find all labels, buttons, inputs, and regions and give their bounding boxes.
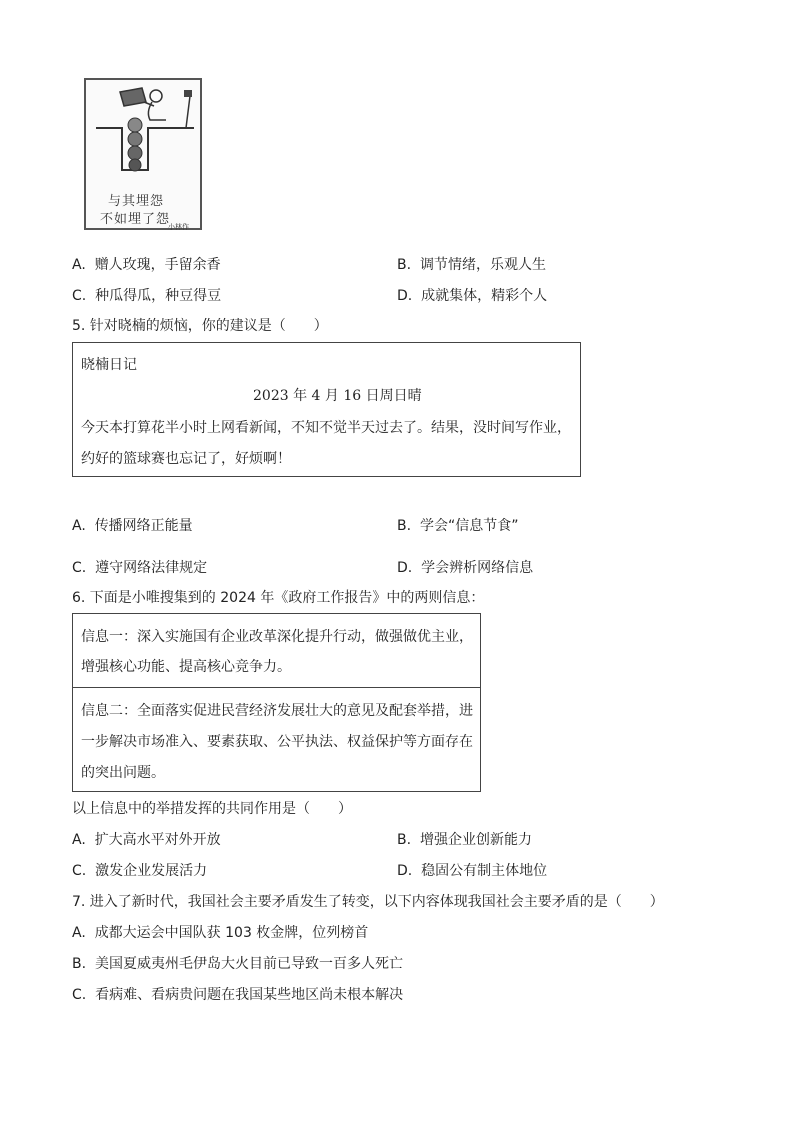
q5-diary-box [72,342,581,477]
info2-line1: 信息二：全面落实促进民营经济发展壮大的意见及配套举措，进 [81,703,473,719]
option-text: 种瓜得瓜，种豆得豆 [95,288,222,304]
option-text: 增强企业创新能力 [419,832,532,848]
option-letter: A. [72,925,86,941]
cartoon-drawing [86,80,200,180]
option-letter: C. [72,863,87,879]
option-letter: B. [72,956,87,972]
option-text: 传播网络正能量 [94,518,193,534]
q6-info2-box [72,687,481,792]
q6-option-b[interactable] [397,831,532,849]
option-text: 看病难、看病贵问题在我国某些地区尚未根本解决 [95,987,404,1003]
option-letter: C. [72,288,87,304]
q5-option-b[interactable] [397,517,518,535]
option-letter: D. [397,863,413,879]
option-letter: A. [72,832,86,848]
q5-option-d[interactable] [397,559,533,577]
option-letter: B. [397,257,412,273]
option-text: 学会辨析网络信息 [421,560,534,576]
q5-stem: 5. 针对晓楠的烦恼，你的建议是（ ） [72,318,328,334]
diary-line1: 今天本打算花半小时上网看新闻，不知不觉半天过去了。结果，没时间写作业， [81,420,571,436]
q7-stem: 7. 进入了新时代，我国社会主要矛盾发生了转变，以下内容体现我国社会主要矛盾的是（ ） [72,894,664,910]
q4-option-b[interactable] [397,256,546,274]
q7-option-b[interactable] [72,955,403,973]
q5-option-c[interactable] [72,559,207,577]
q7-option-c[interactable] [72,986,403,1004]
option-text: 稳固公有制主体地位 [421,863,548,879]
option-text: 赠人玫瑰，手留余香 [94,257,221,273]
option-text: 扩大高水平对外开放 [94,832,221,848]
diary-title: 晓楠日记 [81,357,137,373]
q6-question: 以上信息中的举措发挥的共同作用是（ ） [72,801,352,817]
cartoon-caption-line1: 与其埋怨 [108,194,165,209]
option-letter: A. [72,257,86,273]
option-letter: D. [397,560,413,576]
q5-option-a[interactable] [72,517,193,535]
q7-option-a[interactable] [72,924,368,942]
option-text: 学会“信息节食” [419,518,519,534]
option-text: 成就集体，精彩个人 [421,288,548,304]
q6-info1-box [72,613,481,688]
q6-stem: 6. 下面是小唯搜集到的 2024 年《政府工作报告》中的两则信息： [72,590,485,606]
option-text: 美国夏威夷州毛伊岛大火目前已导致一百多人死亡 [94,956,403,972]
cartoon-caption-line2: 不如埋了怨 [100,212,171,227]
info1-line2: 增强核心功能、提高核心竞争力。 [81,659,291,675]
option-letter: B. [397,832,412,848]
diary-date: 2023 年 4 月 16 日周日晴 [253,388,422,404]
cartoon-signature: 小林作 [168,223,189,231]
q6-option-c[interactable] [72,862,207,880]
option-text: 成都大运会中国队获 103 枚金牌，位列榜首 [94,925,369,941]
option-letter: D. [397,288,413,304]
option-letter: C. [72,987,87,1003]
option-letter: C. [72,560,87,576]
option-letter: B. [397,518,412,534]
info2-line2: 一步解决市场准入、要素获取、公平执法、权益保护等方面存在 [81,734,473,750]
q6-option-d[interactable] [397,862,547,880]
info1-line1: 信息一：深入实施国有企业改革深化提升行动，做强做优主业， [81,629,473,645]
q4-option-d[interactable] [397,287,547,305]
q6-option-a[interactable] [72,831,221,849]
option-text: 激发企业发展活力 [95,863,208,879]
cartoon-image [84,78,202,230]
option-letter: A. [72,518,86,534]
q4-option-a[interactable] [72,256,221,274]
option-text: 调节情绪，乐观人生 [419,257,546,273]
q4-option-c[interactable] [72,287,221,305]
diary-line2: 约好的篮球赛也忘记了，好烦啊！ [81,451,291,467]
info2-line3: 的突出问题。 [81,765,165,781]
option-text: 遵守网络法律规定 [95,560,208,576]
